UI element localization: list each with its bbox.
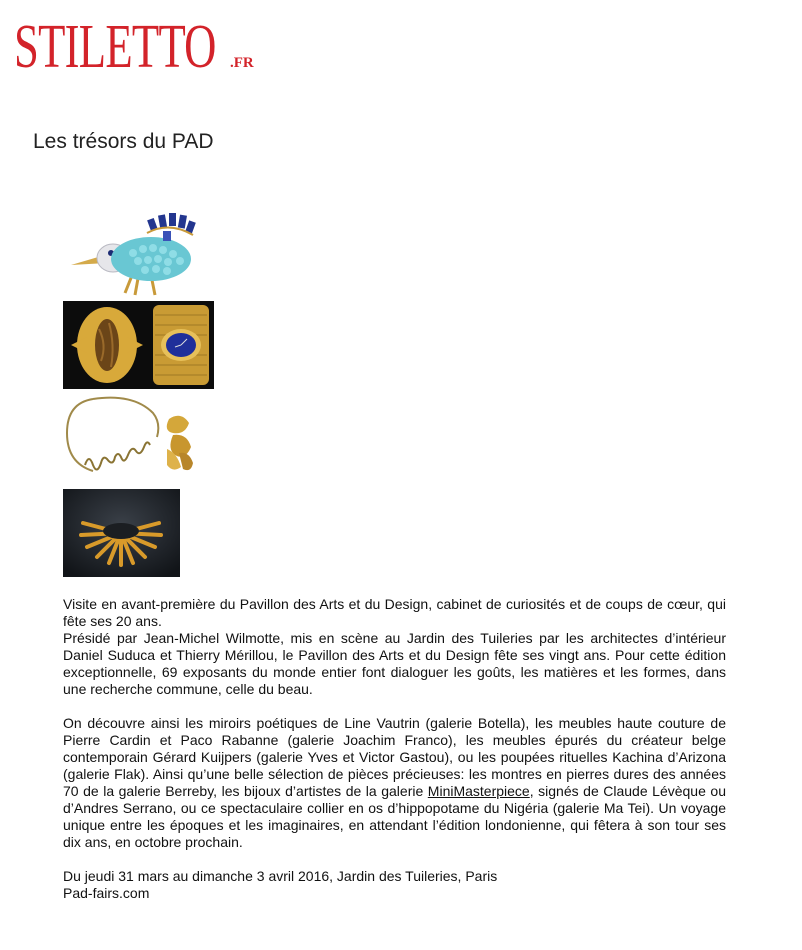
minimasterpiece-link[interactable]: MiniMasterpiece xyxy=(427,783,530,799)
article-body xyxy=(63,596,726,902)
bird-brooch-image xyxy=(63,203,201,296)
hippo-tusk-collar-image xyxy=(63,489,180,577)
event-website: Pad-fairs.com xyxy=(63,885,150,901)
logo-wordmark: STILETTO xyxy=(14,13,216,81)
site-logo[interactable] xyxy=(14,13,294,81)
highlights-text-start: On découvre ainsi les miroirs poétiques de Line Vautrin (galerie Botella), les meubles haute couture de Pierre Cardin et Paco Rabanne (galerie Joachim Franco), les meubles épurés du créateur belge contemporain Gérard Kuijpers (galerie Yves et Victor Gastou), ou les poupées rituelles Kachina d’Arizona (galerie Flak). Ainsi qu’une belle sélection de pièces précieuses: les montres en pierres dures des années 70 de la galerie Berreby, les bijoux d’artistes de la galerie xyxy=(63,715,726,799)
article-title: Les trésors du PAD xyxy=(33,130,214,153)
highlights-text-end: , signés de Claude Lévèque ou d’Andres Serrano, ou ce spectaculaire collier en os d’hippopotame du Nigéria (galerie Ma Tei). Un voyage unique entre les époques et les imaginaires, en attendant l’édition londonienne, qui fêtera à son tour ses dix ans, en octobre prochain. xyxy=(63,783,726,850)
logo-domain: .FR xyxy=(230,55,254,71)
description-paragraph: Présidé par Jean-Michel Wilmotte, mis en scène au Jardin des Tuileries par les architectes d’intérieur Daniel Suduca et Thierry Mérillou, le Pavillon des Arts et du Design fête ses vingt ans. Pour cette édition exceptionnelle, 69 exposants du monde entier font dialoguer les goûts, les matières et les formes, dans une recherche commune, celle du beau. xyxy=(63,630,726,697)
intro-paragraph: Visite en avant-première du Pavillon des Arts et du Design, cabinet de curiosités et de coups de cœur, qui fête ses 20 ans. xyxy=(63,596,726,629)
venus-necklace-ring-image xyxy=(63,393,201,483)
highlights-paragraph xyxy=(63,715,726,851)
gold-watches-image xyxy=(63,301,214,389)
event-dates: Du jeudi 31 mars au dimanche 3 avril 2016, Jardin des Tuileries, Paris xyxy=(63,868,498,884)
